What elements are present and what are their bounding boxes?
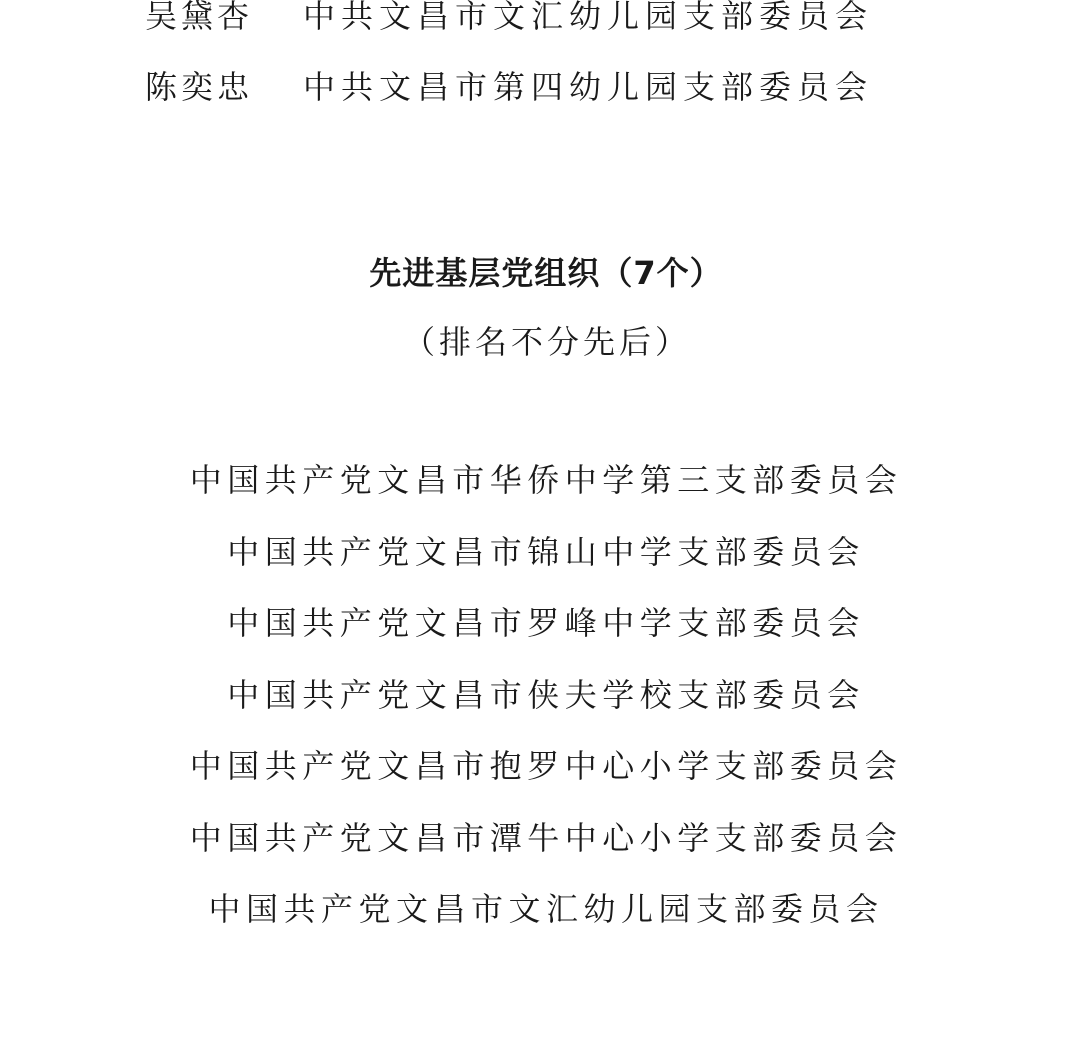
- organization-item: 中国共产党文昌市潭牛中心小学支部委员会: [189, 818, 903, 857]
- section-title: 先进基层党组织（7个）: [369, 254, 723, 292]
- organization-item: 中国共产党文昌市华侨中学第三支部委员会: [189, 461, 903, 499]
- awardee-name: 陈奕忠: [145, 68, 254, 106]
- organization-item: 中国共产党文昌市锦山中学支部委员会: [227, 532, 865, 571]
- organization-item: 中国共产党文昌市抱罗中心小学支部委员会: [189, 747, 903, 785]
- awardee-organization: 中共文昌市文汇幼儿园支部委员会: [303, 0, 874, 35]
- organization-item: 中国共产党文昌市罗峰中学支部委员会: [227, 604, 865, 642]
- awardee-name: 吴黛杏: [145, 0, 254, 35]
- organization-item: 中国共产党文昌市侠夫学校支部委员会: [227, 675, 865, 714]
- organization-list: [0, 447, 1080, 948]
- organization-item: 中国共产党文昌市文汇幼儿园支部委员会: [208, 890, 884, 928]
- section-subtitle: （排名不分先后）: [402, 323, 691, 361]
- awardee-organization: 中共文昌市第四幼儿园支部委员会: [303, 68, 874, 106]
- awardee-row: [145, 62, 1045, 112]
- awardee-row: [145, 0, 1045, 41]
